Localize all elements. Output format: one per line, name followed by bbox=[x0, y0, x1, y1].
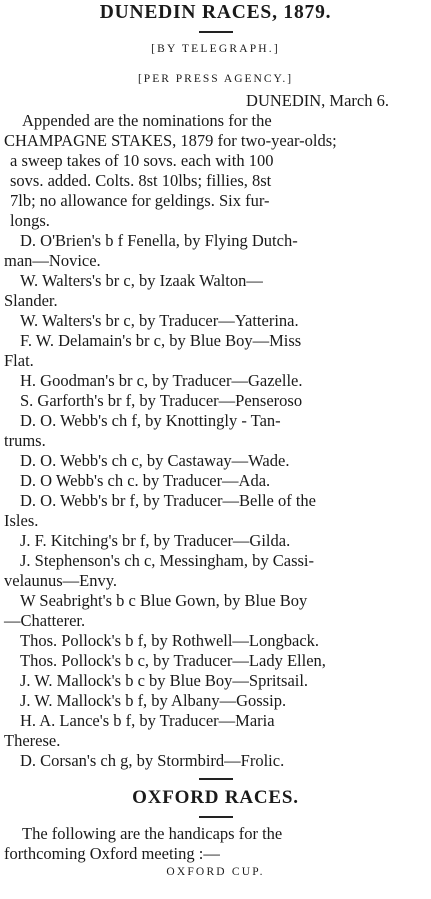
nomination-line: —Chatterer. bbox=[4, 611, 86, 630]
nomination-line: Thos. Pollock's b c, by Traducer—Lady Ellen, bbox=[20, 651, 326, 670]
nomination-line: F. W. Delamain's br c, by Blue Boy—Miss bbox=[20, 331, 302, 350]
nomination-line: D. O'Brien's b f Fenella, by Flying Dutch- bbox=[20, 231, 298, 250]
dateline: DUNEDIN, March 6. bbox=[246, 91, 389, 110]
nomination-entry bbox=[4, 331, 427, 371]
nomination-entry bbox=[4, 391, 427, 411]
cup-heading: OXFORD CUP. bbox=[166, 866, 265, 878]
nomination-line: D. O. Webb's br f, by Traducer—Belle of the bbox=[20, 491, 317, 510]
nomination-entry bbox=[4, 631, 427, 651]
nomination-entry bbox=[4, 751, 427, 771]
nomination-line: trums. bbox=[4, 431, 46, 450]
intro-line: Appended are the nominations for the bbox=[22, 111, 272, 130]
nomination-entry bbox=[4, 371, 427, 391]
section2-line: The following are the handicaps for the bbox=[22, 824, 283, 843]
section-title-rule bbox=[199, 816, 233, 818]
article-title: DUNEDIN RACES, 1879. bbox=[99, 2, 332, 23]
article-header bbox=[4, 0, 427, 89]
intro-line: longs. bbox=[10, 211, 50, 230]
nomination-line: H. Goodman's br c, by Traducer—Gazelle. bbox=[20, 371, 303, 390]
nomination-entry bbox=[4, 271, 427, 311]
nomination-entry bbox=[4, 551, 427, 591]
nomination-entry bbox=[4, 311, 427, 331]
nomination-line: J. W. Mallock's b c by Blue Boy—Spritsail. bbox=[20, 671, 309, 690]
nomination-line: W. Walters's br c, by Traducer—Yatterina. bbox=[20, 311, 299, 330]
nomination-line: J. Stephenson's ch c, Messingham, by Cassi- bbox=[20, 551, 314, 570]
nomination-entry bbox=[4, 651, 427, 671]
telegraph-line: [BY TELEGRAPH.] bbox=[151, 43, 280, 55]
nomination-line: D. Corsan's ch g, by Stormbird—Frolic. bbox=[20, 751, 285, 770]
nomination-line: Therese. bbox=[4, 731, 61, 750]
title-rule bbox=[199, 31, 233, 33]
section2-paragraph bbox=[4, 824, 427, 864]
press-agency-line: [PER PRESS AGENCY.] bbox=[137, 73, 294, 85]
nomination-line: J. W. Mallock's b f, by Albany—Gossip. bbox=[20, 691, 287, 710]
section2-line: forthcoming Oxford meeting :— bbox=[4, 844, 220, 863]
nomination-line: Slander. bbox=[4, 291, 58, 310]
nomination-line: W Seabright's b c Blue Gown, by Blue Boy bbox=[20, 591, 308, 610]
nomination-entry bbox=[4, 411, 427, 451]
nomination-entry bbox=[4, 491, 427, 531]
intro-paragraph bbox=[4, 111, 427, 231]
nomination-entry bbox=[4, 691, 427, 711]
section-rule bbox=[199, 778, 233, 780]
nomination-entry bbox=[4, 471, 427, 491]
nomination-line: S. Garforth's br f, by Traducer—Penseroso bbox=[20, 391, 303, 410]
section-title: OXFORD RACES. bbox=[132, 787, 299, 808]
nomination-line: D. O. Webb's ch c, by Castaway—Wade. bbox=[20, 451, 290, 470]
nominations-list bbox=[4, 231, 427, 771]
nomination-line: D. O Webb's ch c. by Traducer—Ada. bbox=[20, 471, 271, 490]
nomination-entry bbox=[4, 231, 427, 271]
nomination-line: Flat. bbox=[4, 351, 34, 370]
intro-line: CHAMPAGNE STAKES, 1879 for two-year-olds; bbox=[4, 131, 337, 150]
intro-line: sovs. added. Colts. 8st 10lbs; fillies, 8st bbox=[10, 171, 272, 190]
intro-line: a sweep takes of 10 sovs. each with 100 bbox=[10, 151, 274, 170]
nomination-line: Isles. bbox=[4, 511, 39, 530]
nomination-line: Thos. Pollock's b f, by Rothwell—Longback. bbox=[20, 631, 320, 650]
nomination-line: velaunus—Envy. bbox=[4, 571, 118, 590]
nomination-line: J. F. Kitching's br f, by Traducer—Gilda. bbox=[20, 531, 291, 550]
nomination-entry bbox=[4, 591, 427, 631]
nomination-line: D. O. Webb's ch f, by Knottingly - Tan- bbox=[20, 411, 281, 430]
nomination-entry bbox=[4, 671, 427, 691]
nomination-line: W. Walters's br c, by Izaak Walton— bbox=[20, 271, 263, 290]
intro-line: 7lb; no allowance for geldings. Six fur- bbox=[10, 191, 270, 210]
nomination-line: man—Novice. bbox=[4, 251, 101, 270]
nomination-line: H. A. Lance's b f, by Traducer—Maria bbox=[20, 711, 275, 730]
nomination-entry bbox=[4, 451, 427, 471]
nomination-entry bbox=[4, 531, 427, 551]
nomination-entry bbox=[4, 711, 427, 751]
